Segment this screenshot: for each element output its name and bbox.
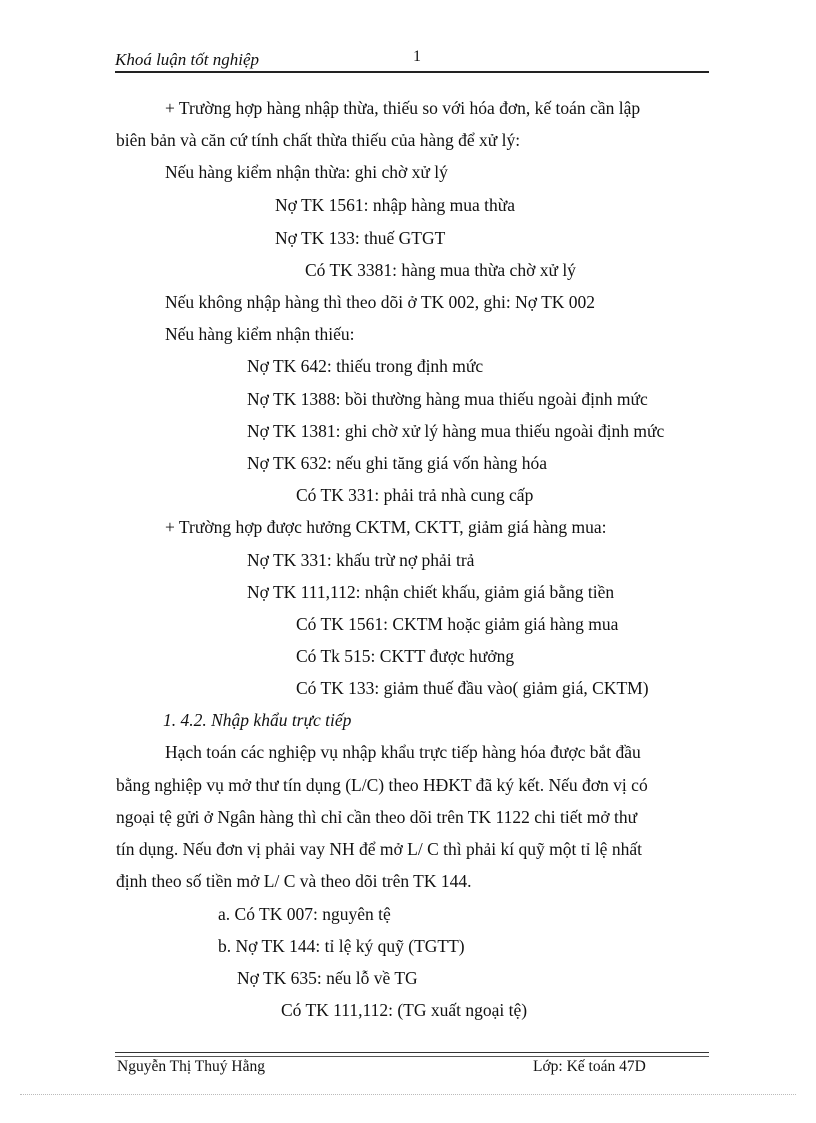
journal-entry-line: Nợ TK 642: thiếu trong định mức <box>247 356 484 376</box>
paragraph-line: + Trường hợp được hưởng CKTM, CKTT, giảm giá hàng mua: <box>165 517 607 537</box>
paragraph-line: Nếu hàng kiểm nhận thừa: ghi chờ xử lý <box>165 162 448 182</box>
journal-entry-line: a. Có TK 007: nguyên tệ <box>218 904 391 924</box>
journal-entry-line: Nợ TK 632: nếu ghi tăng giá vốn hàng hóa <box>247 453 548 473</box>
footer-class: Lớp: Kế toán 47D <box>533 1058 646 1075</box>
paragraph-line: bằng nghiệp vụ mở thư tín dụng (L/C) theo HĐKT đã ký kết. Nếu đơn vị có <box>116 775 648 795</box>
journal-entry-line: Có TK 133: giảm thuế đầu vào( giảm giá, CKTM) <box>296 678 649 698</box>
paragraph-line: Hạch toán các nghiệp vụ nhập khẩu trực tiếp hàng hóa được bắt đầu <box>165 742 641 762</box>
page-number: 1 <box>413 48 421 65</box>
header-title: Khoá luận tốt nghiệp <box>115 50 260 69</box>
footer-divider-thin <box>115 1056 709 1057</box>
section-heading: 1. 4.2. Nhập khẩu trực tiếp <box>163 710 352 730</box>
paragraph-line: ngoại tệ gửi ở Ngân hàng thì chỉ cần theo dõi trên TK 1122 chi tiết mở thư <box>116 807 638 827</box>
journal-entry-line: b. Nợ TK 144: tỉ lệ ký quỹ (TGTT) <box>218 936 465 956</box>
paragraph-line: Nếu không nhập hàng thì theo dõi ở TK 002, ghi: Nợ TK 002 <box>165 292 596 312</box>
page-bottom-border <box>20 1094 796 1095</box>
paragraph-line: Nếu hàng kiểm nhận thiếu: <box>165 324 355 344</box>
journal-entry-line: Nợ TK 635: nếu lỗ về TG <box>237 968 418 988</box>
journal-entry-line: Có TK 1561: CKTM hoặc giảm giá hàng mua <box>296 614 619 634</box>
journal-entry-line: Nợ TK 111,112: nhận chiết khấu, giảm giá bằng tiền <box>247 582 615 602</box>
paragraph-line: định theo số tiền mở L/ C và theo dõi trên TK 144. <box>116 871 472 891</box>
journal-entry-line: Nợ TK 1381: ghi chờ xử lý hàng mua thiếu ngoài định mức <box>247 421 665 441</box>
paragraph-line: tín dụng. Nếu đơn vị phải vay NH để mở L/ C thì phải kí quỹ một tỉ lệ nhất <box>116 839 642 859</box>
header-divider <box>115 71 709 73</box>
journal-entry-line: Có TK 3381: hàng mua thừa chờ xử lý <box>305 260 576 280</box>
journal-entry-line: Nợ TK 1388: bồi thường hàng mua thiếu ngoài định mức <box>247 389 648 409</box>
footer-divider <box>115 1052 709 1053</box>
journal-entry-line: Nợ TK 133: thuế GTGT <box>275 228 446 248</box>
journal-entry-line: Có Tk 515: CKTT được hưởng <box>296 646 515 666</box>
paragraph-line: + Trường hợp hàng nhập thừa, thiếu so với hóa đơn, kế toán cần lập <box>165 98 641 118</box>
paragraph-line: biên bản và căn cứ tính chất thừa thiếu của hàng để xử lý: <box>116 130 521 150</box>
footer-author: Nguyễn Thị Thuý Hằng <box>117 1058 265 1075</box>
journal-entry-line: Có TK 331: phải trả nhà cung cấp <box>296 485 534 505</box>
page-header <box>115 46 709 72</box>
journal-entry-line: Có TK 111,112: (TG xuất ngoại tệ) <box>281 1000 528 1020</box>
journal-entry-line: Nợ TK 1561: nhập hàng mua thừa <box>275 195 516 215</box>
journal-entry-line: Nợ TK 331: khấu trừ nợ phải trả <box>247 550 475 570</box>
